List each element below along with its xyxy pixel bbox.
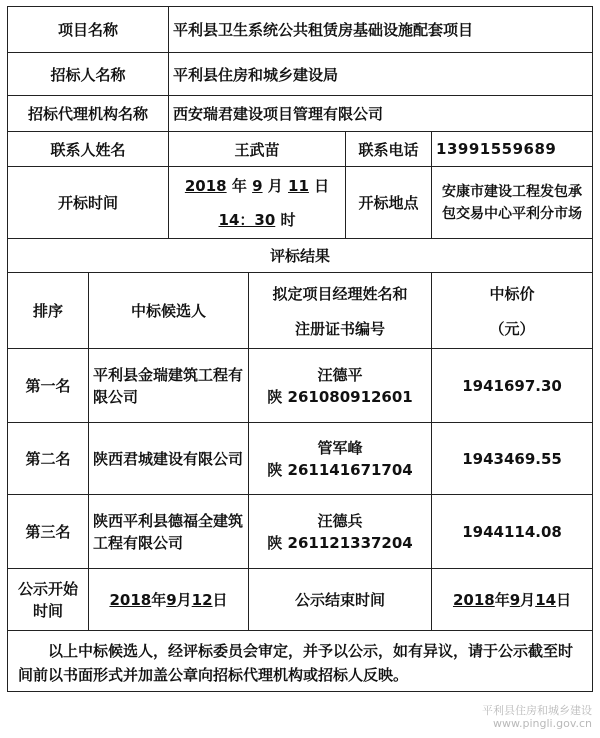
company-cell: 平利县金瑞建筑工程有限公司 [89,349,249,423]
header-rank: 排序 [8,273,89,349]
opening-row [8,167,593,239]
publicity-end-label: 公示结束时间 [249,569,432,631]
publicity-end-day: 14 [535,591,557,609]
opening-place-label: 开标地点 [346,167,432,239]
opening-clock: 14：30 [218,210,276,229]
table-row [8,495,593,569]
tenderer-value: 平利县住房和城乡建设局 [169,53,593,96]
rank-cell: 第一名 [8,349,89,423]
publicity-end-month: 9 [509,591,521,609]
tenderer-row [8,53,593,96]
header-candidate: 中标候选人 [89,273,249,349]
publicity-start-label: 公示开始时间 [8,569,89,631]
publicity-end-year: 2018 [452,591,495,609]
manager-cert: 陕 261121337204 [267,533,413,552]
opening-year: 2018 [184,176,227,195]
company-cell: 陕西平利县德福全建筑工程有限公司 [89,495,249,569]
publicity-start-year: 2018 [109,591,152,609]
opening-time-label: 开标时间 [8,167,169,239]
publicity-start-day: 12 [191,591,213,609]
tenderer-label: 招标人名称 [8,53,169,96]
price-cell: 1944114.08 [432,495,593,569]
price-cell: 1941697.30 [432,349,593,423]
project-value: 平利县卫生系统公共租赁房基础设施配套项目 [169,7,593,53]
publicity-end-year-unit: 年 [494,591,510,609]
results-header-row [8,273,593,349]
header-manager-line1: 拟定项目经理姓名和 [272,284,408,303]
publicity-end-month-unit: 月 [520,591,536,609]
watermark [482,704,592,730]
phone-label: 联系电话 [346,132,432,167]
manager-cert: 陕 261141671704 [267,460,413,479]
manager-cell [249,495,432,569]
opening-year-suffix: 年 [231,176,247,195]
manager-name: 汪德平 [317,365,363,384]
header-price-line1: 中标价 [489,284,535,303]
rank-cell: 第三名 [8,495,89,569]
phone-value: 13991559689 [432,132,593,167]
manager-name: 管军峰 [317,438,363,457]
manager-cell [249,423,432,495]
publicity-start-month: 9 [166,591,177,609]
agency-value: 西安瑞君建设项目管理有限公司 [169,96,593,132]
contact-label: 联系人姓名 [8,132,169,167]
opening-day-suffix: 日 [314,176,330,195]
publicity-start-day-unit: 日 [212,591,228,609]
opening-clock-suffix: 时 [280,210,296,229]
publicity-end-day-unit: 日 [556,591,572,609]
company-cell: 陕西君城建设有限公司 [89,423,249,495]
rank-cell: 第二名 [8,423,89,495]
publicity-start-month-unit: 月 [176,591,192,609]
notice-row [8,631,593,692]
opening-day: 11 [288,176,309,195]
publicity-start-value [89,569,249,631]
opening-month: 9 [252,176,263,195]
agency-row [8,96,593,132]
header-price-line2: （元） [489,319,535,338]
results-title: 评标结果 [8,239,593,273]
opening-month-suffix: 月 [267,176,283,195]
project-label: 项目名称 [8,7,169,53]
contact-name: 王武苗 [169,132,346,167]
manager-name: 汪德兵 [317,511,363,530]
manager-cell [249,349,432,423]
table-row [8,423,593,495]
publicity-end-value [432,569,593,631]
results-title-row [8,239,593,273]
opening-time-value [169,167,346,239]
watermark-line2: www.pingli.gov.cn [493,717,592,730]
table-row [8,349,593,423]
manager-cert: 陕 261080912601 [267,387,413,406]
publicity-row [8,569,593,631]
contact-row [8,132,593,167]
notice-text: 以上中标候选人，经评标委员会审定，并予以公示，如有异议，请于公示截至时间前以书面形式并加盖公章向招标代理机构或招标人反映。 [8,631,593,692]
price-cell: 1943469.55 [432,423,593,495]
project-row [8,7,593,53]
agency-label: 招标代理机构名称 [8,96,169,132]
header-manager-line2: 注册证书编号 [295,319,386,338]
watermark-line1: 平利县住房和城乡建设 [482,704,592,717]
opening-place-value: 安康市建设工程发包承包交易中心平利分市场 [432,167,593,239]
publicity-start-year-unit: 年 [151,591,167,609]
bid-result-table [7,6,593,692]
header-price [432,273,593,349]
header-manager [249,273,432,349]
